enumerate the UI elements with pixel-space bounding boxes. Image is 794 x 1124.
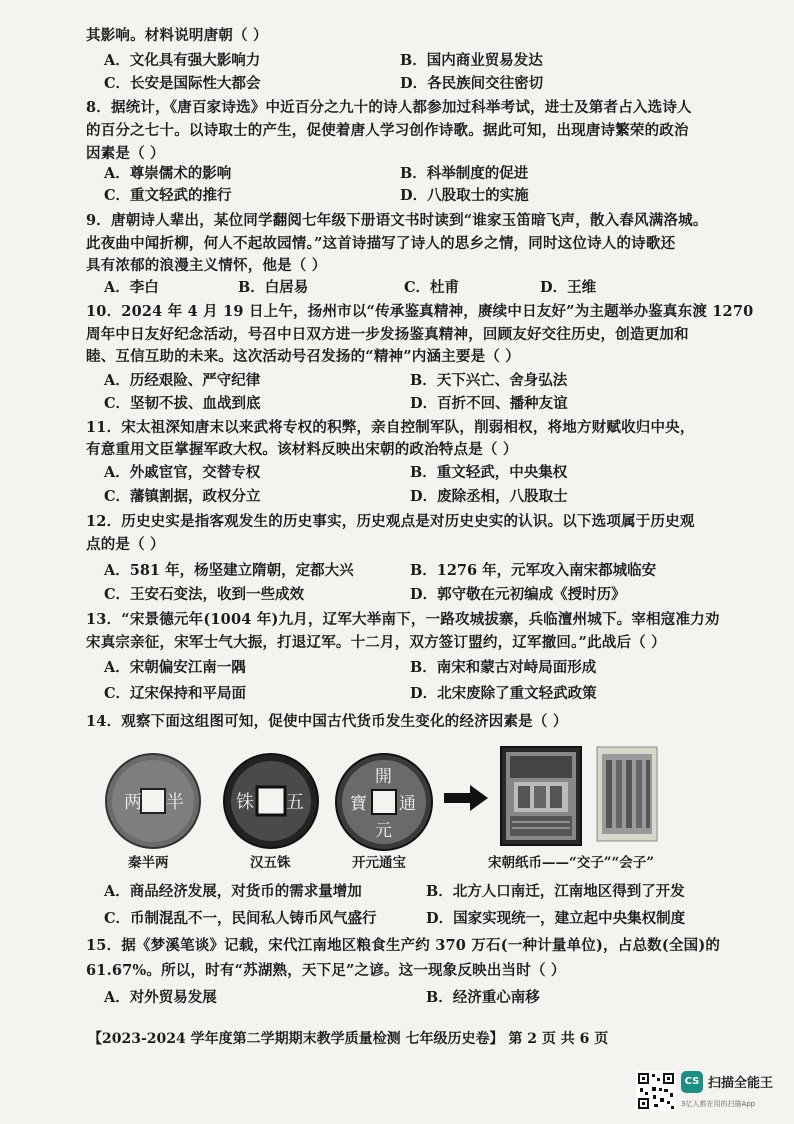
han-wuzhu-coin-image: [222, 752, 320, 850]
q8-option-a: A．尊崇儒术的影响: [104, 165, 232, 182]
camscanner-tagline: 3亿人都在用的扫描App: [681, 1100, 756, 1108]
kaiyuan-coin-char-bottom: 元: [375, 821, 392, 841]
q8-stem-line-1: 8．据统计，《唐百家诗选》中近百分之九十的诗人都参加过科举考试，进士及第者占入选诗人: [86, 99, 692, 116]
han-coin-char-left: 铢: [236, 792, 254, 813]
caption-song-paper-money: 宋朝纸币——“交子”“会子”: [488, 855, 655, 871]
q10-option-b: B．天下兴亡、舍身弘法: [410, 372, 568, 389]
q9-option-a: A．李白: [104, 279, 159, 296]
q11-option-d: D．废除丞相，八股取士: [410, 488, 568, 505]
q12-option-d: D．郭守敬在元初编成《授时历》: [410, 586, 626, 603]
q11-option-c: C．藩镇割据，政权分立: [104, 488, 261, 505]
q7-option-c: C．长安是国际性大都会: [104, 75, 261, 92]
q12-option-c: C．王安石变法，收到一些成效: [104, 586, 305, 603]
arrow-right-icon: [444, 784, 488, 812]
qr-code-icon: [636, 1071, 676, 1111]
q10-option-c: C．坚韧不拔、血战到底: [104, 395, 261, 412]
kaiyuan-coin-char-left: 寶: [350, 794, 367, 814]
q9-option-d: D．王维: [540, 279, 597, 296]
kaiyuan-coin-char-top: 開: [375, 767, 392, 787]
q14-option-c: C．币制混乱不一，民间私人铸币风气盛行: [104, 910, 377, 927]
huizi-paper-money-image: [596, 746, 658, 842]
q9-stem-line-2: 此夜曲中闻折柳，何人不起故园情。”这首诗描写了诗人的思乡之情，同时这位诗人的诗歌还: [86, 235, 676, 252]
q8-option-d: D．八股取士的实施: [400, 187, 529, 204]
q14-option-a: A．商品经济发展，对货币的需求量增加: [104, 883, 362, 900]
kaiyuan-coin-char-right: 通: [399, 794, 416, 814]
qin-coin-char-right: 半: [166, 792, 184, 813]
qin-coin-char-left: 两: [124, 792, 142, 813]
caption-kaiyuan-tongbao: 开元通宝: [352, 855, 406, 871]
q13-option-c: C．辽宋保持和平局面: [104, 685, 247, 702]
q14-stem: 14．观察下面这组图可知，促使中国古代货币发生变化的经济因素是（ ）: [86, 713, 568, 730]
q14-option-b: B．北方人口南迁，江南地区得到了开发: [426, 883, 685, 900]
q14-option-d: D．国家实现统一，建立起中央集权制度: [426, 910, 686, 927]
page-footer: 【2023-2024 学年度第二学期期末教学质量检测 七年级历史卷】 第 2 页 共 6 页: [88, 1031, 609, 1047]
q7-stem: 其影响。材料说明唐朝（ ）: [86, 27, 268, 44]
q11-option-b: B．重文轻武，中央集权: [410, 464, 568, 481]
q13-option-b: B．南宋和蒙古对峙局面形成: [410, 659, 597, 676]
q12-option-a: A．581 年，杨坚建立隋朝，定都大兴: [104, 562, 354, 579]
q8-stem-line-2: 的百分之七十。以诗取士的产生，促使着唐人学习创作诗歌。据此可知，出现唐诗繁荣的政治: [86, 122, 689, 139]
camscanner-logo-icon: CS: [681, 1071, 703, 1093]
q9-stem-line-3: 具有浓郁的浪漫主义情怀，他是（ ）: [86, 257, 327, 274]
q12-stem-line-2: 点的是（ ）: [86, 536, 165, 553]
q11-stem-line-1: 11．宋太祖深知唐末以来武将专权的积弊，亲自控制军队，削弱相权，将地方财赋收归中央，: [86, 419, 695, 436]
q15-stem-line-1: 15．据《梦溪笔谈》记载，宋代江南地区粮食生产约 370 万石(一种计量单位)，占总数(全国)的: [86, 937, 721, 954]
q10-option-a: A．历经艰险、严守纪律: [104, 372, 261, 389]
q8-option-b: B．科举制度的促进: [400, 165, 529, 182]
q8-option-c: C．重文轻武的推行: [104, 187, 232, 204]
q13-option-a: A．宋朝偏安江南一隅: [104, 659, 246, 676]
q13-option-d: D．北宋废除了重文轻武政策: [410, 685, 597, 702]
q13-stem-line-2: 宋真宗亲征，宋军士气大振，打退辽军。十二月，双方签订盟约，辽军撤回。”此战后（ ）: [86, 634, 666, 651]
q11-stem-line-2: 有意重用文臣掌握军政大权。该材料反映出宋朝的政治特点是（ ）: [86, 441, 518, 458]
q10-stem-line-2: 周年中日友好纪念活动，号召中日双方进一步发扬鉴真精神，回顾友好交往历史，创造更加和: [86, 326, 689, 343]
q13-stem-line-1: 13．“宋景德元年(1004 年)九月，辽军大举南下，一路攻城拔寨，兵临澶州城下。宰相寇准力劝: [86, 611, 720, 628]
q9-option-c: C．杜甫: [404, 279, 460, 296]
q12-option-b: B．1276 年，元军攻入南宋都城临安: [410, 562, 657, 579]
kaiyuan-tongbao-coin-image: [334, 752, 434, 852]
camscanner-name: 扫描全能王: [708, 1076, 774, 1091]
han-coin-char-right: 五: [286, 792, 304, 813]
q8-stem-line-3: 因素是（ ）: [86, 145, 165, 162]
jiaozi-paper-money-image: [500, 746, 582, 846]
caption-han-wuzhu: 汉五铢: [250, 855, 291, 871]
q10-option-d: D．百折不回、播种友谊: [410, 395, 568, 412]
q15-option-a: A．对外贸易发展: [104, 989, 217, 1006]
q7-option-a: A．文化具有强大影响力: [104, 52, 261, 69]
q10-stem-line-3: 睦、互信互助的未来。这次活动号召发扬的“精神”内涵主要是（ ）: [86, 348, 520, 365]
caption-qin-banliang: 秦半两: [128, 855, 169, 871]
q15-stem-line-2: 61.67%。所以，时有“苏湖熟，天下足”之谚。这一现象反映出当时（ ）: [86, 962, 566, 979]
q11-option-a: A．外戚宦官，交替专权: [104, 464, 261, 481]
q15-option-b: B．经济重心南移: [426, 989, 540, 1006]
qin-banliang-coin-image: [104, 752, 202, 850]
q7-option-b: B．国内商业贸易发达: [400, 52, 543, 69]
q10-stem-line-1: 10．2024 年 4 月 19 日上午，扬州市以“传承鉴真精神，赓续中日友好”为主题举办鉴真东渡 1270: [86, 303, 754, 320]
q12-stem-line-1: 12．历史史实是指客观发生的历史事实，历史观点是对历史史实的认识。以下选项属于历史观: [86, 513, 695, 530]
q9-stem-line-1: 9．唐朝诗人辈出，某位同学翻阅七年级下册语文书时读到“谁家玉笛暗飞声，散入春风满洛城。: [86, 212, 708, 229]
q9-option-b: B．白居易: [238, 279, 309, 296]
q7-option-d: D．各民族间交往密切: [400, 75, 544, 92]
